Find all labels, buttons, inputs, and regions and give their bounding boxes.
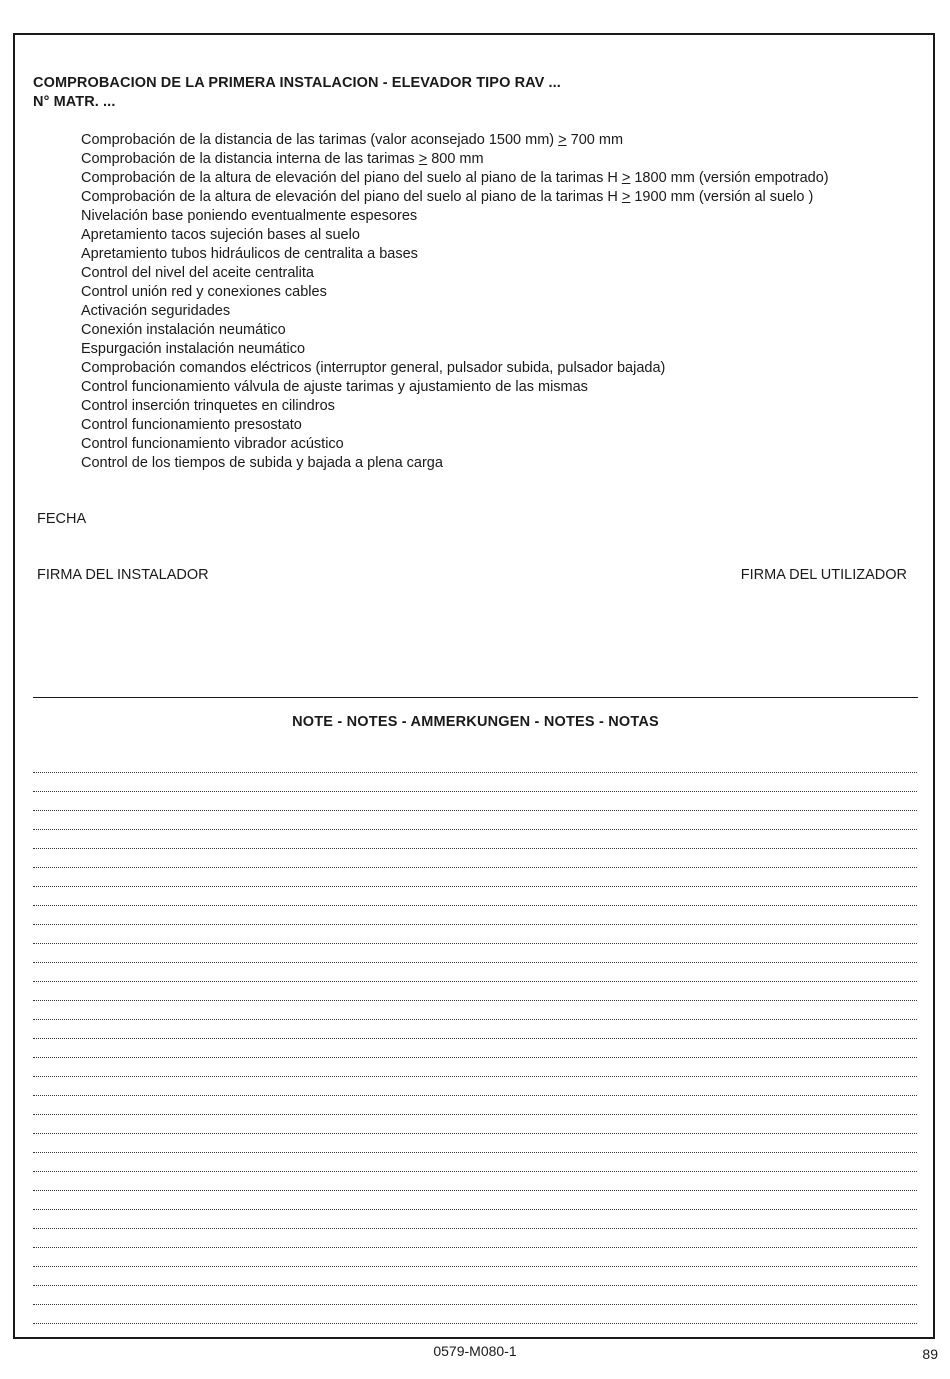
checklist-item: Comprobación comandos eléctricos (interruptor general, pulsador subida, pulsador bajada) [81,360,666,376]
checklist-item: Apretamiento tubos hidráulicos de centralita a bases [81,246,418,262]
note-line [33,830,917,849]
section-divider [33,697,918,698]
checklist-item-text: Comprobación de la altura de elevación del piano del suelo al piano de la tarimas H [81,170,622,186]
note-line [33,1210,917,1229]
note-line [33,1229,917,1248]
note-line [33,754,917,773]
checklist-item: Control del nivel del aceite centralita [81,265,314,281]
note-line [33,1115,917,1134]
greater-equal-symbol: > [418,151,428,167]
checklist-item: Control inserción trinquetes en cilindros [81,398,335,414]
note-line [33,1153,917,1172]
notes-title: NOTE - NOTES - AMMERKUNGEN - NOTES - NOTAS [292,714,659,730]
checklist-item: Apretamiento tacos sujeción bases al suelo [81,227,360,243]
note-line [33,868,917,887]
note-line [33,963,917,982]
note-line [33,1001,917,1020]
note-line [33,906,917,925]
checklist-item: Conexión instalación neumático [81,322,286,338]
checklist-item: Control de los tiempos de subida y bajada a plena carga [81,455,443,471]
inspection-checklist [81,131,829,473]
note-line [33,1020,917,1039]
checklist-item [81,131,829,150]
note-line [33,1305,917,1324]
note-line [33,1058,917,1077]
checklist-item-value: 700 mm [566,132,624,148]
document-code: 0579-M080-1 [433,1343,517,1359]
note-line [33,773,917,792]
date-label: FECHA [37,511,87,527]
checklist-item [81,169,829,188]
checklist-item: Control unión red y conexiones cables [81,284,327,300]
checklist-item: Espurgación instalación neumático [81,341,306,357]
title-line-2: N° MATR. ... [33,94,116,110]
checklist-item: Activación seguridades [81,303,231,319]
checklist-item [81,150,829,169]
checklist-item-text: Comprobación de la altura de elevación del piano del suelo al piano de la tarimas H [81,189,622,205]
note-line [33,811,917,830]
greater-equal-symbol: > [621,189,631,205]
note-line [33,1039,917,1058]
user-signature-label: FIRMA DEL UTILIZADOR [740,567,907,583]
note-line [33,1267,917,1286]
checklist-item: Control funcionamiento vibrador acústico [81,436,344,452]
checklist-item-text: Comprobación de la distancia interna de las tarimas [81,151,419,167]
document-title [33,74,561,112]
note-line [33,1172,917,1191]
title-line-1: COMPROBACION DE LA PRIMERA INSTALACION - ELEVADOR TIPO RAV ... [33,75,561,91]
installer-signature-label: FIRMA DEL INSTALADOR [37,567,209,583]
checklist-item-text: Comprobación de la distancia de las tarimas (valor aconsejado 1500 mm) [81,132,559,148]
note-line [33,982,917,1001]
checklist-item: Nivelación base poniendo eventualmente espesores [81,208,418,224]
checklist-item-value: 1800 mm (versión empotrado) [630,170,829,186]
note-line [33,1191,917,1210]
note-line [33,1096,917,1115]
note-line [33,1286,917,1305]
note-line [33,887,917,906]
greater-equal-symbol: > [621,170,631,186]
greater-equal-symbol: > [558,132,567,148]
page-number: 89 [922,1346,938,1362]
note-line [33,925,917,944]
note-line [33,849,917,868]
note-line [33,792,917,811]
note-line [33,1134,917,1153]
checklist-item: Control funcionamiento válvula de ajuste tarimas y ajustamiento de las mismas [81,379,588,395]
note-line [33,1248,917,1267]
checklist-item-value: 1900 mm (versión al suelo ) [630,189,814,205]
checklist-item: Control funcionamiento presostato [81,417,302,433]
note-line [33,1077,917,1096]
checklist-item [81,188,829,207]
note-line [33,944,917,963]
notes-writing-area [33,754,917,1324]
checklist-item-value: 800 mm [427,151,484,167]
